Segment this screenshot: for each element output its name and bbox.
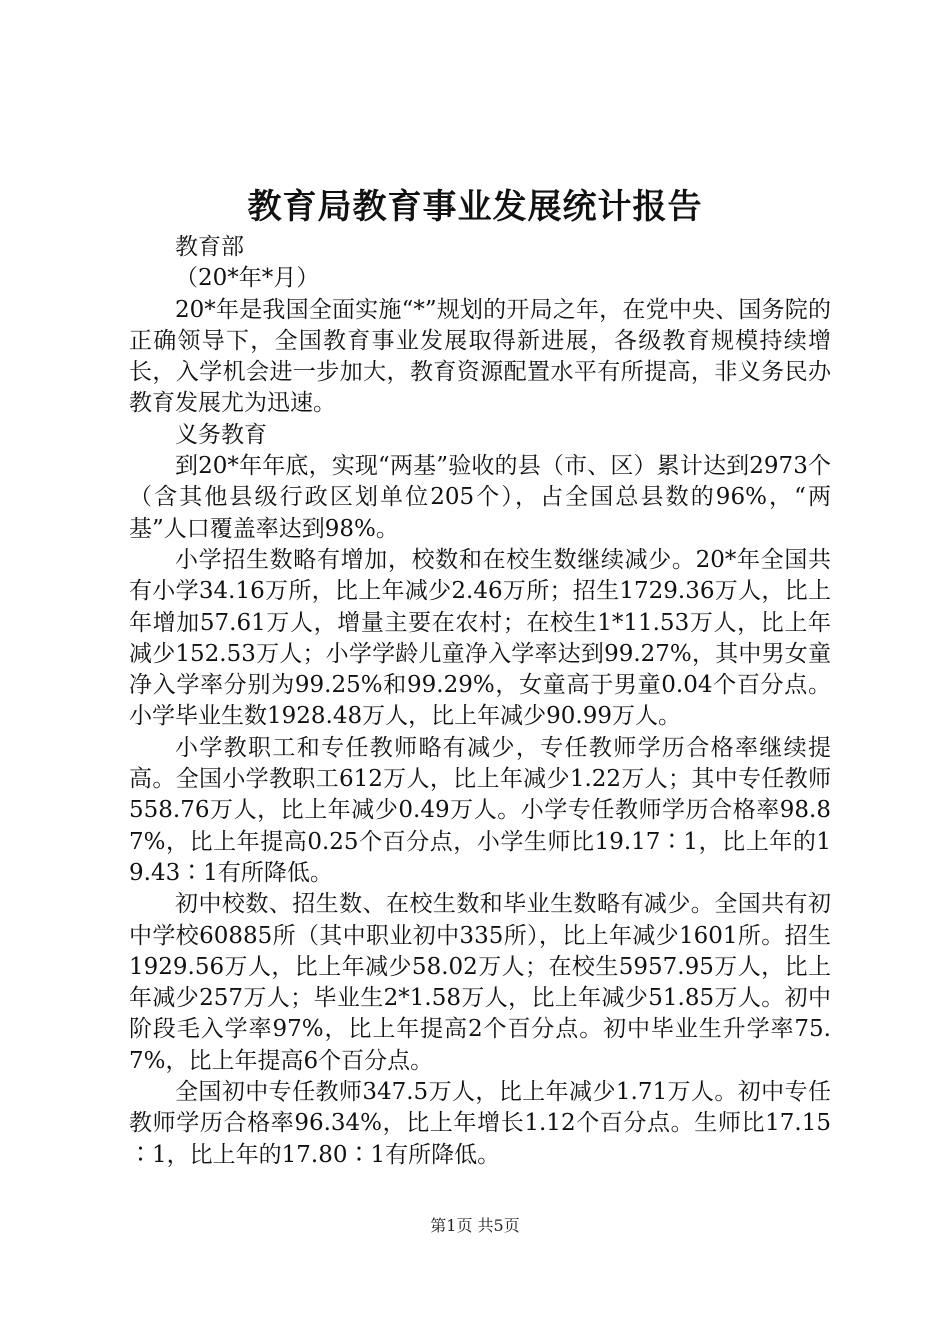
paragraph-intro: 20*年是我国全面实施“*”规划的开局之年，在党中央、国务院的正确领导下，全国教育事业发展取得新进展，各级教育规模持续增长，入学机会进一步加大，教育资源配置水平有所提高，非义务民办教育发展尤为迅速。 [129, 296, 831, 417]
author-line: 教育部 [175, 234, 244, 260]
date-line: （20*年*月） [175, 265, 320, 292]
section-heading-compulsory-education: 义务教育 [175, 421, 267, 448]
paragraph-two-basics: 到20*年年底，实现“两基”验收的县（市、区）累计达到2973个（含其他县级行政区划单位205个），占全国总县数的96%，“两基”人口覆盖率达到98%。 [129, 453, 831, 542]
page-footer: 第1页 共5页 [430, 1216, 520, 1235]
document-body [129, 232, 831, 1171]
paragraph-junior-teachers: 全国初中专任教师347.5万人，比上年减少1.71万人。初中专任教师学历合格率96.34%，比上年增长1.12个百分点。生师比17.15∶1，比上年的17.80∶1有所降低。 [129, 1079, 831, 1168]
paragraph-junior-schools: 初中校数、招生数、在校生数和毕业生数略有减少。全国共有初中学校60885所（其中职业初中335所），比上年减少1601所。招生1929.56万人，比上年减少58.02万人；在校生5957.95万人，比上年减少257万人；毕业生2*1.58万人，比上年减少51.85万人。初中阶段毛入学率97%，比上年提高2个百分点。初中毕业生升学率75.7%，比上年提高6个百分点。 [129, 891, 831, 1074]
paragraph-primary-enrollment: 小学招生数略有增加，校数和在校生数继续减少。20*年全国共有小学34.16万所，比上年减少2.46万所；招生1729.36万人，比上年增加57.61万人，增量主要在农村；在校生1*11.53万人，比上年减少152.53万人；小学学龄儿童净入学率达到99.27%，其中男女童净入学率分别为99.25%和99.29%，女童高于男童0.04个百分点。小学毕业生数1928.48万人，比上年减少90.99万人。 [129, 546, 831, 730]
document-title: 教育局教育事业发展统计报告 [247, 187, 703, 227]
paragraph-primary-teachers: 小学教职工和专任教师略有减少，专任教师学历合格率继续提高。全国小学教职工612万人，比上年减少1.22万人；其中专任教师558.76万人，比上年减少0.49万人。小学专任教师学历合格率98.87%，比上年提高0.25个百分点，小学生师比19.17∶1，比上年的19.43∶1有所降低。 [129, 734, 831, 886]
